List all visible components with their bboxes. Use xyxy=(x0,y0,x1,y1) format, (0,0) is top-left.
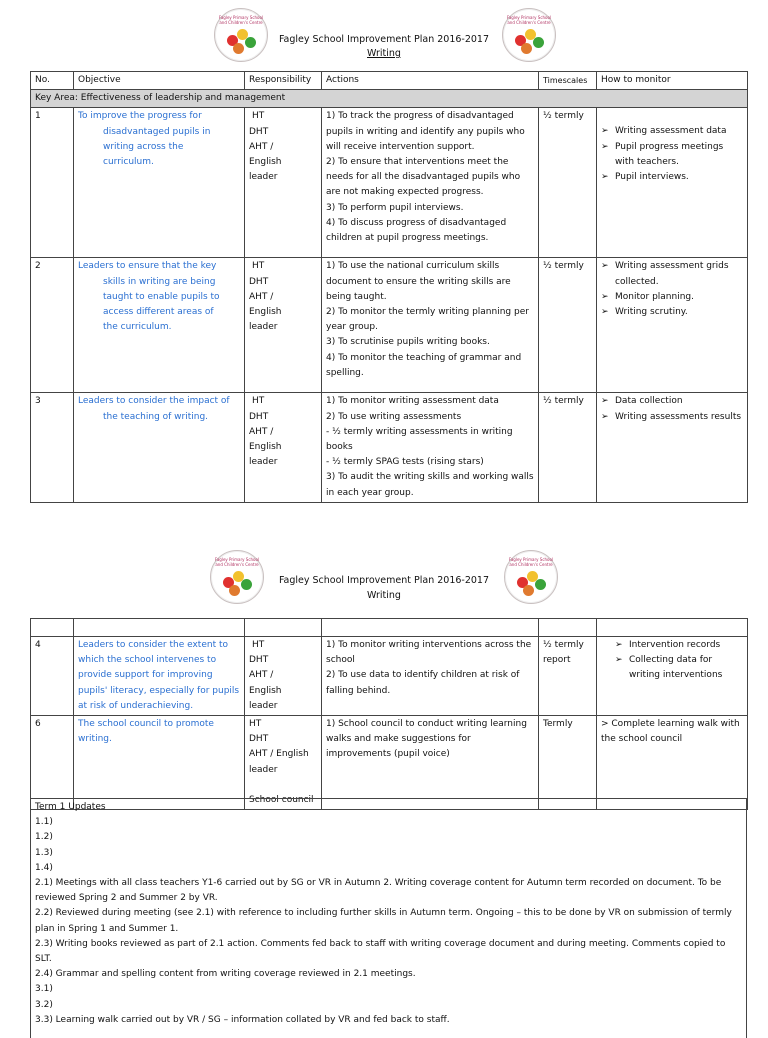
table-row xyxy=(31,716,748,810)
monitor-cell xyxy=(597,637,748,716)
document-title: Fagley School Improvement Plan 2016-2017 xyxy=(278,34,490,45)
column-header: Responsibility xyxy=(245,72,322,90)
list-item: ➢ Writing assessment data xyxy=(601,124,743,139)
list-item: ➢ Data collection xyxy=(601,394,743,409)
monitor-cell: > Complete learning walk with the school council xyxy=(597,716,748,810)
timescale-cell: ½ termly report xyxy=(539,637,597,716)
list-item: 3.3) Learning walk carried out by VR / SG – information collated by VR and fed back to staff. xyxy=(35,1014,450,1025)
table-row xyxy=(31,258,748,393)
monitor-cell xyxy=(597,393,748,502)
page-header-1 xyxy=(0,6,768,66)
actions-cell: 1) To use the national curriculum skills document to ensure the writing skills are being taught. 2) To monitor the termly writing planning per year group. 3) To scrutinise pupils writing books. 4) To monitor the teaching of grammar and spelling. xyxy=(322,258,539,393)
list-item: 2.3) Writing books reviewed as part of 2.1 action. Comments fed back to staff with writing coverage document and during meeting. Comments copied to SLT. xyxy=(35,938,726,965)
column-header: How to monitor xyxy=(597,72,748,90)
page-header-2 xyxy=(0,548,768,608)
objective-cell: Leaders to consider the impact of the teaching of writing. xyxy=(74,393,245,502)
list-item: 2.1) Meetings with all class teachers Y1-6 carried out by SG or VR in Autumn 2. Writing coverage content for Autumn term recorded on document. To be reviewed Spring 2 and Summer 2 by VR. xyxy=(35,878,722,904)
responsibility-cell: HT DHT AHT / English leader xyxy=(245,108,322,258)
row-number: 6 xyxy=(31,716,74,810)
objective-cell: Leaders to consider the extent to which the school intervenes to provide support for improving pupils' literacy, especially for pupils at risk of underachieving. xyxy=(74,637,245,716)
list-item: ➢ Writing scrutiny. xyxy=(601,305,743,320)
monitor-cell xyxy=(597,258,748,393)
list-item: 1.3) xyxy=(35,847,53,858)
column-header: Actions xyxy=(322,72,539,90)
school-logo-left: Fagley Primary School and Children's Centre xyxy=(214,8,268,62)
document-subtitle: Writing xyxy=(367,590,401,601)
objective-cell: To improve the progress for disadvantaged pupils in writing across the curriculum. xyxy=(74,108,245,258)
updates-heading: Term 1 Updates xyxy=(35,802,106,812)
list-item: 2.2) Reviewed during meeting (see 2.1) with reference to including further skills in Autumn term. Ongoing – this to be done by VR on submission of termly plan in Spring 1 and Summer 1. xyxy=(35,908,732,934)
objective-cell: The school council to promote writing. xyxy=(74,716,245,810)
school-logo-right: Fagley Primary School and Children's Centre xyxy=(502,8,556,62)
timescale-cell: Termly xyxy=(539,716,597,810)
objective-cell: Leaders to ensure that the key skills in writing are being taught to enable pupils to access different areas of the curriculum. xyxy=(74,258,245,393)
improvement-plan-table-2 xyxy=(30,618,748,810)
row-number: 2 xyxy=(31,258,74,393)
list-item: 3.2) xyxy=(35,999,53,1010)
document-subtitle: Writing xyxy=(367,48,401,59)
responsibility-cell: HT DHT AHT / English leader xyxy=(245,393,322,502)
list-item: ➢ Pupil interviews. xyxy=(601,170,743,185)
row-number: 4 xyxy=(31,637,74,716)
school-logo-right: Fagley Primary School and Children's Centre xyxy=(504,550,558,604)
list-item: 1.1) xyxy=(35,817,53,828)
list-item: 1.2) xyxy=(35,832,53,843)
responsibility-cell: HT DHT AHT / English leader xyxy=(245,258,322,393)
responsibility-cell: HT DHT AHT / English leader xyxy=(245,637,322,716)
list-item: 1.4) xyxy=(35,862,53,873)
timescale-cell: ½ termly xyxy=(539,393,597,502)
actions-cell: 1) To track the progress of disadvantaged pupils in writing and identify any pupils who will receive intervention support. 2) To ensure that interventions meet the needs for all the disadvantaged pupils who are not making expected progress. 3) To perform pupil interviews. 4) To discuss progress of disadvantaged children at pupil progress meetings. xyxy=(322,108,539,258)
table-row xyxy=(31,637,748,716)
list-item: ➢ Writing assessment grids collected. xyxy=(601,259,743,289)
list-item: ➢ Intervention records xyxy=(615,638,743,653)
list-item: ➢ Pupil progress meetings with teachers. xyxy=(601,140,743,170)
actions-cell: 1) To monitor writing interventions across the school 2) To use data to identify children at risk of falling behind. xyxy=(322,637,539,716)
row-number: 1 xyxy=(31,108,74,258)
column-header: No. xyxy=(31,72,74,90)
column-header: Objective xyxy=(74,72,245,90)
document-title: Fagley School Improvement Plan 2016-2017 xyxy=(278,575,490,586)
monitor-cell xyxy=(597,108,748,258)
term-updates xyxy=(30,798,747,1038)
table-row xyxy=(31,393,748,502)
actions-cell: 1) School council to conduct writing learning walks and make suggestions for improvements (pupil voice) xyxy=(322,716,539,810)
row-number: 3 xyxy=(31,393,74,502)
timescale-cell: ½ termly xyxy=(539,108,597,258)
column-header: Timescales xyxy=(539,72,597,90)
responsibility-cell: HT DHT AHT / English leader School council xyxy=(245,716,322,810)
list-item: 3.1) xyxy=(35,984,53,995)
table-header-row xyxy=(31,72,748,90)
school-logo-left: Fagley Primary School and Children's Centre xyxy=(210,550,264,604)
improvement-plan-table-1 xyxy=(30,71,748,503)
table-row xyxy=(31,108,748,258)
list-item: 2.4) Grammar and spelling content from writing coverage reviewed in 2.1 meetings. xyxy=(35,969,416,980)
actions-cell: 1) To monitor writing assessment data 2) To use writing assessments - ½ termly writing assessments in writing books - ½ termly SPAG tests (rising stars) 3) To audit the writing skills and working walls in each year group. xyxy=(322,393,539,502)
list-item: ➢ Collecting data for writing interventions xyxy=(615,653,743,683)
timescale-cell: ½ termly xyxy=(539,258,597,393)
blank-header-row xyxy=(31,619,748,637)
list-item: ➢ Monitor planning. xyxy=(601,290,743,305)
key-area-row xyxy=(31,90,748,108)
key-area-label: Key Area: Effectiveness of leadership and management xyxy=(31,90,748,108)
list-item: ➢ Writing assessments results xyxy=(601,410,743,425)
